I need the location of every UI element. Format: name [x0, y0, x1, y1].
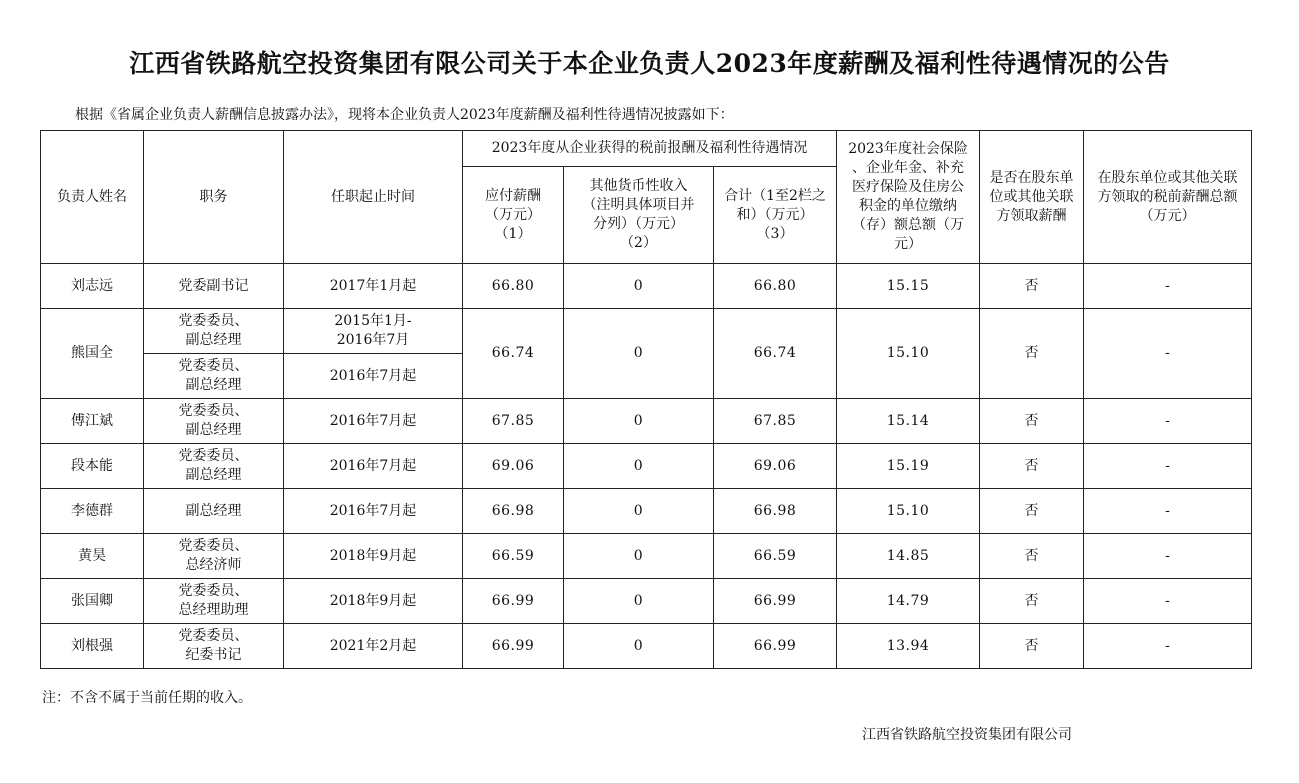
- cell-related-pay: -: [1084, 399, 1252, 444]
- table-row: [41, 399, 1252, 444]
- cell-name: 刘志远: [41, 264, 144, 309]
- cell-position: 党委委员、 总经济师: [144, 534, 284, 579]
- cell-total: 66.98: [714, 489, 837, 534]
- cell-social-insurance: 14.85: [837, 534, 980, 579]
- cell-pay: 66.74: [463, 309, 564, 399]
- table-row: [41, 624, 1252, 669]
- cell-pay: 66.59: [463, 534, 564, 579]
- cell-other-income: 0: [564, 579, 714, 624]
- cell-related-pay: -: [1084, 579, 1252, 624]
- cell-shareholder-paid: 否: [980, 579, 1084, 624]
- cell-pay: 66.80: [463, 264, 564, 309]
- cell-term: 2018年9月起: [284, 534, 463, 579]
- header-social: 2023年度社会保险 、企业年金、补充 医疗保险及住房公 积金的单位缴纳 （存）额总额（万 元）: [837, 131, 980, 264]
- cell-total: 66.99: [714, 624, 837, 669]
- cell-position: 党委委员、 副总经理: [144, 354, 284, 399]
- cell-other-income: 0: [564, 534, 714, 579]
- cell-pay: 69.06: [463, 444, 564, 489]
- cell-term: 2016年7月起: [284, 399, 463, 444]
- header-group-income: 2023年度从企业获得的税前报酬及福利性待遇情况: [463, 131, 837, 167]
- cell-position: 党委副书记: [144, 264, 284, 309]
- cell-name: 张国卿: [41, 579, 144, 624]
- cell-name: 刘根强: [41, 624, 144, 669]
- cell-other-income: 0: [564, 399, 714, 444]
- cell-position: 党委委员、 副总经理: [144, 444, 284, 489]
- cell-related-pay: -: [1084, 624, 1252, 669]
- table-row: [41, 309, 1252, 354]
- cell-position: 副总经理: [144, 489, 284, 534]
- cell-other-income: 0: [564, 309, 714, 399]
- compensation-table: [40, 130, 1252, 669]
- cell-shareholder-paid: 否: [980, 264, 1084, 309]
- cell-pay: 67.85: [463, 399, 564, 444]
- cell-total: 66.80: [714, 264, 837, 309]
- cell-social-insurance: 15.15: [837, 264, 980, 309]
- cell-total: 69.06: [714, 444, 837, 489]
- cell-position: 党委委员、 副总经理: [144, 399, 284, 444]
- cell-social-insurance: 15.10: [837, 309, 980, 399]
- cell-pay: 66.99: [463, 579, 564, 624]
- cell-social-insurance: 15.19: [837, 444, 980, 489]
- table-row: [41, 489, 1252, 534]
- cell-term: 2021年2月起: [284, 624, 463, 669]
- cell-name: 段本能: [41, 444, 144, 489]
- cell-related-pay: -: [1084, 264, 1252, 309]
- cell-name: 李德群: [41, 489, 144, 534]
- cell-social-insurance: 14.79: [837, 579, 980, 624]
- cell-term: 2018年9月起: [284, 579, 463, 624]
- cell-social-insurance: 15.10: [837, 489, 980, 534]
- table-row: [41, 579, 1252, 624]
- table-row: [41, 264, 1252, 309]
- cell-shareholder-paid: 否: [980, 624, 1084, 669]
- header-position: 职务: [144, 131, 284, 264]
- intro-paragraph: 根据《省属企业负责人薪酬信息披露办法》，现将本企业负责人2023年度薪酬及福利性待遇情况披露如下：: [75, 107, 734, 123]
- cell-position: 党委委员、 纪委书记: [144, 624, 284, 669]
- cell-name: 熊国全: [41, 309, 144, 399]
- signature: 江西省铁路航空投资集团有限公司: [862, 727, 1072, 743]
- cell-related-pay: -: [1084, 534, 1252, 579]
- header-name: 负责人姓名: [41, 131, 144, 264]
- cell-shareholder-paid: 否: [980, 399, 1084, 444]
- cell-social-insurance: 15.14: [837, 399, 980, 444]
- document-title: 江西省铁路航空投资集团有限公司关于本企业负责人2023年度薪酬及福利性待遇情况的公告: [129, 49, 1170, 78]
- cell-other-income: 0: [564, 624, 714, 669]
- cell-name: 黄昊: [41, 534, 144, 579]
- header-term: 任职起止时间: [284, 131, 463, 264]
- cell-total: 66.99: [714, 579, 837, 624]
- cell-position: 党委委员、 副总经理: [144, 309, 284, 354]
- cell-related-pay: -: [1084, 444, 1252, 489]
- cell-other-income: 0: [564, 489, 714, 534]
- cell-social-insurance: 13.94: [837, 624, 980, 669]
- cell-total: 67.85: [714, 399, 837, 444]
- cell-term: 2016年7月起: [284, 354, 463, 399]
- cell-shareholder-paid: 否: [980, 309, 1084, 399]
- header-shareholder: 是否在股东单 位或其他关联 方领取薪酬: [980, 131, 1084, 264]
- cell-term: 2016年7月起: [284, 444, 463, 489]
- header-related: 在股东单位或其他关联 方领取的税前薪酬总额 （万元）: [1084, 131, 1252, 264]
- cell-position: 党委委员、 总经理助理: [144, 579, 284, 624]
- footnote: 注：不含不属于当前任期的收入。: [42, 690, 252, 706]
- cell-shareholder-paid: 否: [980, 444, 1084, 489]
- cell-term: 2015年1月- 2016年7月: [284, 309, 463, 354]
- cell-name: 傅江斌: [41, 399, 144, 444]
- cell-pay: 66.98: [463, 489, 564, 534]
- cell-term: 2016年7月起: [284, 489, 463, 534]
- table-row: [41, 444, 1252, 489]
- cell-pay: 66.99: [463, 624, 564, 669]
- cell-shareholder-paid: 否: [980, 489, 1084, 534]
- cell-related-pay: -: [1084, 489, 1252, 534]
- cell-shareholder-paid: 否: [980, 534, 1084, 579]
- cell-other-income: 0: [564, 264, 714, 309]
- header-col3: 合计（1至2栏之 和）（万元） （3）: [714, 167, 837, 264]
- header-col1: 应付薪酬 （万元） （1）: [463, 167, 564, 264]
- table-row: [41, 534, 1252, 579]
- cell-total: 66.74: [714, 309, 837, 399]
- cell-term: 2017年1月起: [284, 264, 463, 309]
- cell-related-pay: -: [1084, 309, 1252, 399]
- cell-other-income: 0: [564, 444, 714, 489]
- header-col2: 其他货币性收入 （注明具体项目并 分列）（万元） （2）: [564, 167, 714, 264]
- cell-total: 66.59: [714, 534, 837, 579]
